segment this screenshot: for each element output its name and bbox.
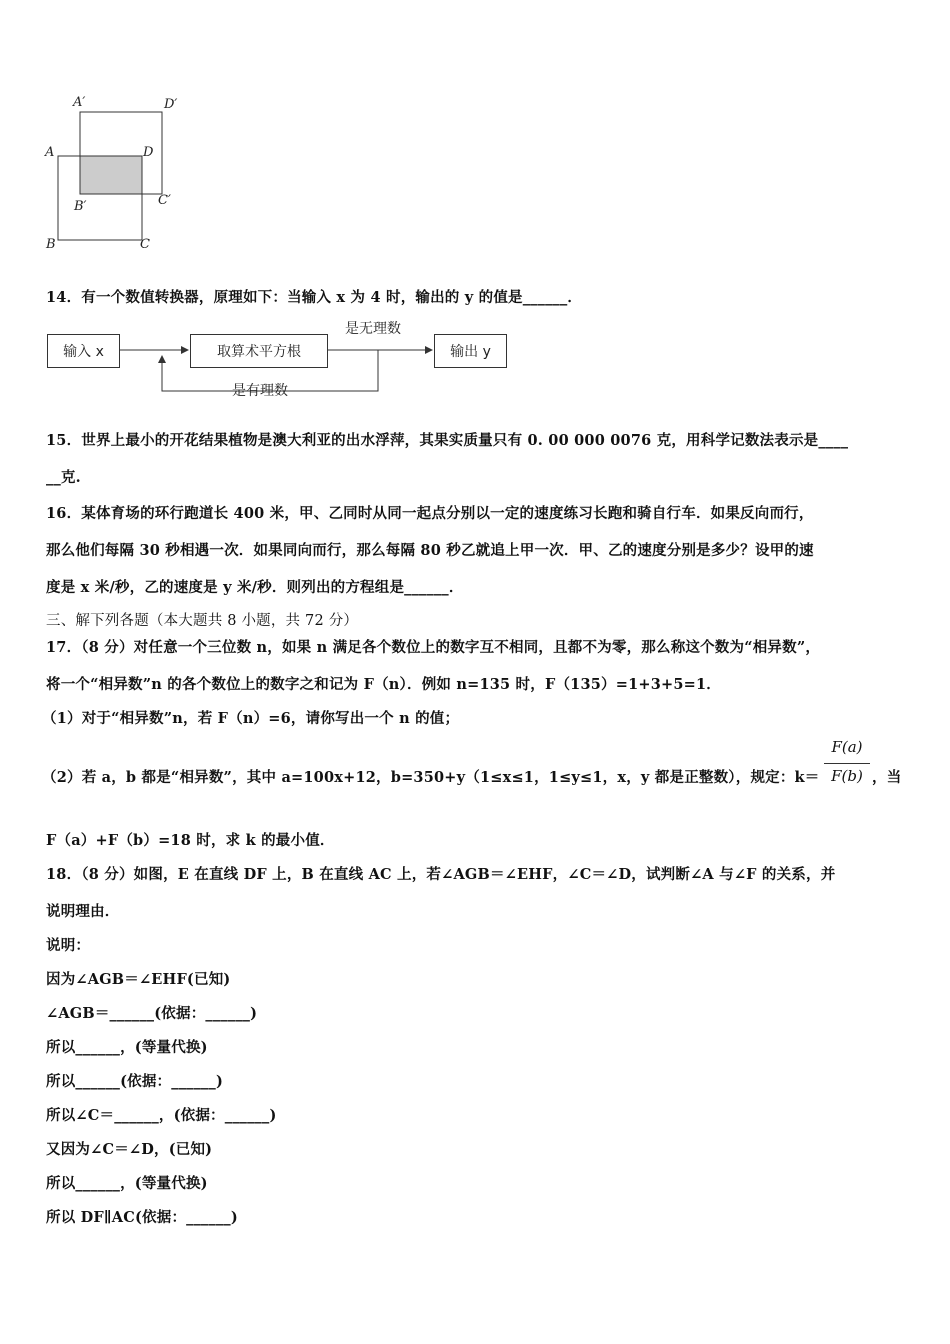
q15-line1: 15．世界上最小的开花结果植物是澳大利亚的出水浮萍，其果实质量只有 0. 00 000 0076 克，用科学记数法表示是____ — [46, 432, 849, 449]
process-box: 取算术平方根 — [190, 334, 328, 368]
q18-step: 所以______(依据：______) — [46, 1073, 224, 1090]
q17-part1: （1）对于“相异数”n，若 F（n）=6，请你写出一个 n 的值； — [42, 710, 460, 727]
label-b-prime: B′ — [74, 199, 87, 214]
fraction-denominator: F(b) — [831, 767, 863, 785]
input-box: 输入 x — [47, 334, 120, 368]
q17-line1: 17．（8 分）对任意一个三位数 n，如果 n 满足各个数位上的数字互不相同，且都不为零，那么称这个数为“相异数”， — [46, 639, 821, 656]
label-c: C — [140, 237, 150, 252]
q18-step: 所以 DF∥AC(依据：______) — [46, 1209, 238, 1226]
q16-line1: 16．某体育场的环行跑道长 400 米，甲、乙同时从同一起点分别以一定的速度练习长跑和骑自行车．如果反向而行， — [46, 505, 814, 522]
label-d: D — [143, 145, 154, 160]
q17-line2: 将一个“相异数”n 的各个数位上的数字之和记为 F（n）．例如 n=135 时，F（135）=1+3+5=1． — [46, 676, 721, 693]
output-box: 输出 y — [434, 334, 507, 368]
q18-step: ∠AGB＝______(依据：______) — [46, 1005, 258, 1022]
square-figure-svg — [40, 95, 190, 260]
q18-step: 所以______，(等量代换) — [46, 1175, 208, 1192]
q18-step: 因为∠AGB＝∠EHF(已知) — [46, 971, 231, 988]
label-irrational: 是无理数 — [345, 321, 401, 337]
section3-heading: 三、解下列各题（本大题共 8 小题，共 72 分） — [46, 613, 359, 629]
shaded-overlap — [80, 156, 142, 194]
label-a-prime: A′ — [73, 95, 86, 110]
q14-flowchart — [40, 318, 520, 403]
q18-step: 说明： — [46, 937, 91, 954]
q15-line2: __克. — [46, 469, 81, 486]
fraction-numerator: F(a) — [831, 738, 863, 756]
q18-line1: 18．（8 分）如图，E 在直线 DF 上，B 在直线 AC 上，若∠AGB＝∠EHF，∠C＝∠D，试判断∠A 与∠F 的关系，并 — [46, 866, 836, 883]
label-a: A — [45, 145, 55, 160]
q17-last: F（a）+F（b）=18 时，求 k 的最小值． — [46, 832, 335, 849]
q17-part2-tail: ，当 — [872, 769, 902, 786]
q18-step: 所以∠C＝______，(依据：______) — [46, 1107, 277, 1124]
q18-line2: 说明理由． — [46, 903, 120, 920]
fraction-k — [822, 738, 872, 790]
q16-line3: 度是 x 米/秒，乙的速度是 y 米/秒．则列出的方程组是______． — [46, 579, 464, 596]
label-rational: 是有理数 — [232, 383, 288, 399]
square-figure — [40, 95, 190, 260]
label-d-prime: D′ — [164, 97, 178, 112]
label-b: B — [46, 237, 56, 252]
q16-line2: 那么他们每隔 30 秒相遇一次．如果同向而行，那么每隔 80 秒乙就追上甲一次．甲、乙的速度分别是多少？设甲的速 — [46, 542, 814, 559]
q18-step: 所以______，(等量代换) — [46, 1039, 208, 1056]
q17-part2: （2）若 a，b 都是“相异数”，其中 a=100x+12，b=350+y（1≤x≤1，1≤y≤1，x，y 都是正整数），规定：k＝ — [42, 769, 820, 786]
fraction-bar — [824, 763, 870, 764]
label-c-prime: C′ — [158, 193, 171, 208]
q14-text: 14．有一个数值转换器，原理如下：当输入 x 为 4 时，输出的 y 的值是______． — [46, 289, 583, 306]
q18-step: 又因为∠C＝∠D，(已知) — [46, 1141, 213, 1158]
